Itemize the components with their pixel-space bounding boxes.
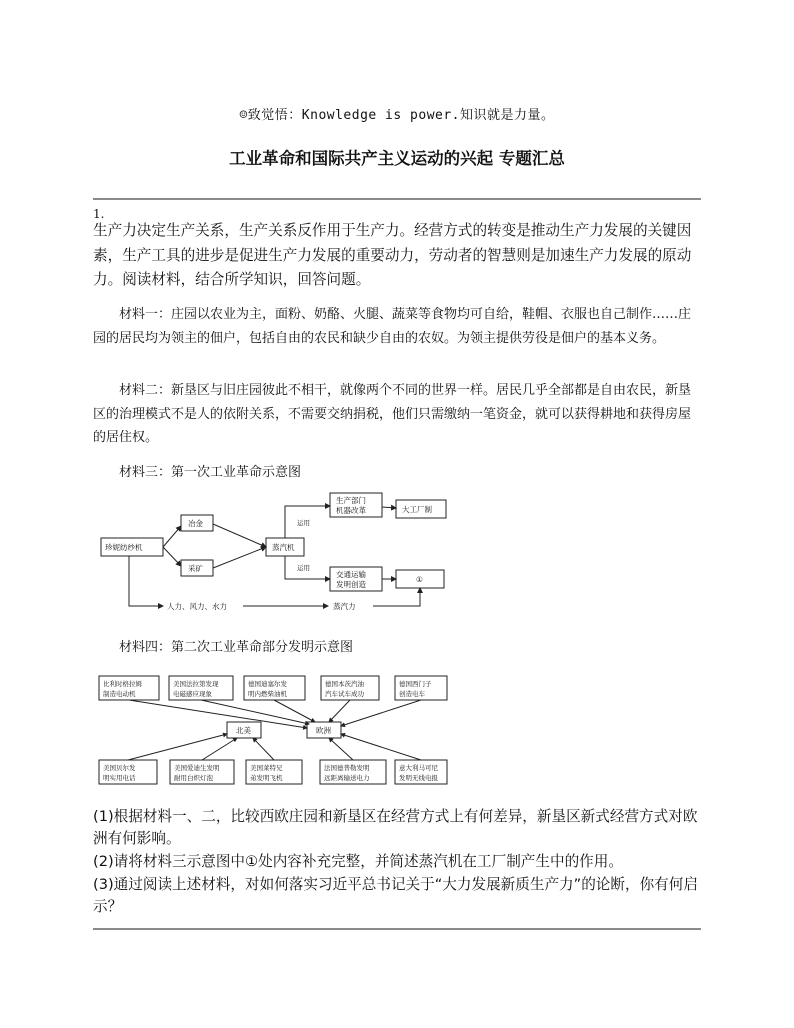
question-number: 1. bbox=[93, 207, 105, 221]
top-4-l2: 汽车试车成功 bbox=[325, 690, 364, 698]
bottom-3-l2: 弟发明飞机 bbox=[250, 774, 283, 782]
label-blank: ① bbox=[416, 575, 423, 584]
material-1: 材料一：庄园以农业为主，面粉、奶酪、火腿、蔬菜等食物均可自给，鞋帽、衣服也自己制作……庄园的居民均为领主的佃户，包括自由的农民和缺少自由的农奴。为领主提供劳役是佃户的基本义务。 bbox=[93, 307, 692, 346]
label-spinning: 珍妮纺纱机 bbox=[105, 543, 143, 552]
bottom-5-l2: 发明无线电报 bbox=[399, 774, 438, 782]
top-3-l2: 明内燃柴油机 bbox=[248, 690, 287, 698]
label-transport-1: 交通运输 bbox=[336, 570, 366, 579]
bottom-3-l1: 美国莱特兄 bbox=[250, 764, 283, 772]
label-production-1: 生产部门 bbox=[336, 496, 366, 505]
label-mining: 采矿 bbox=[188, 564, 203, 573]
label-factory: 大工厂制 bbox=[402, 505, 432, 514]
label-applied-bottom: 运用 bbox=[297, 564, 310, 572]
hub-north-america: 北美 bbox=[236, 726, 251, 735]
bottom-divider bbox=[93, 928, 701, 930]
page-title: 工业革命和国际共产主义运动的兴起 专题汇总 bbox=[229, 149, 565, 168]
top-5-l2: 创造电车 bbox=[399, 690, 425, 698]
top-1-l2: 制造电动机 bbox=[103, 690, 136, 698]
top-divider bbox=[93, 198, 701, 200]
hub-europe: 欧洲 bbox=[316, 726, 331, 735]
label-transport-2: 发明创造 bbox=[336, 580, 366, 589]
top-2-l2: 电磁感应现象 bbox=[173, 690, 212, 698]
bottom-1-l2: 明实用电话 bbox=[103, 774, 136, 782]
top-4-l1: 德国本茨汽油 bbox=[325, 680, 364, 688]
top-3-l1: 德国迪塞尔发 bbox=[248, 680, 287, 688]
sub-question-2: (2)请将材料三示意图中①处内容补充完整，并简述蒸汽机在工厂制产生中的作用。 bbox=[93, 853, 623, 870]
bottom-2-l2: 耐用白炽灯泡 bbox=[174, 774, 213, 782]
bottom-4-l2: 远距离输送电力 bbox=[324, 774, 370, 782]
top-5-l1: 德国西门子 bbox=[399, 680, 432, 688]
sub-question-3: (3)通过阅读上述材料，对如何落实习近平总书记关于“大力发展新质生产力”的论断，你有何启示？ bbox=[93, 876, 698, 915]
bottom-5-l1: 意大利马可尼 bbox=[399, 764, 438, 772]
label-power: 人力、风力、水力 bbox=[167, 602, 227, 611]
industrial-revolution-2-diagram bbox=[93, 670, 453, 792]
bottom-1-l1: 美国贝尔发 bbox=[103, 764, 136, 772]
motto-line: ☺致觉悟：Knowledge is power.知识就是力量。 bbox=[239, 108, 555, 123]
sub-question-1: (1)根据材料一、二，比较西欧庄园和新垦区在经营方式上有何差异，新垦区新式经营方式对欧洲有何影响。 bbox=[93, 808, 698, 847]
material-4-caption: 材料四：第二次工业革命部分发明示意图 bbox=[119, 640, 354, 655]
label-steam-power: 蒸汽力 bbox=[333, 602, 356, 611]
industrial-revolution-1-diagram bbox=[93, 486, 453, 616]
top-2-l1: 美国法拉第发现 bbox=[173, 680, 219, 688]
material-2: 材料二：新垦区与旧庄园彼此不相干，就像两个不同的世界一样。居民几乎全部都是自由农民，新垦区的治理模式不是人的依附关系，不需要交纳捐税，他们只需缴纳一笔资金，就可以获得耕地和获得房屋的居住权。 bbox=[93, 383, 692, 445]
label-steam: 蒸汽机 bbox=[272, 543, 295, 552]
bottom-2-l1: 美国爱迪生发明 bbox=[174, 764, 220, 772]
label-smelting: 冶金 bbox=[188, 519, 203, 528]
material-3-caption: 材料三：第一次工业革命示意图 bbox=[119, 465, 302, 480]
top-1-l1: 比利时格拉姆 bbox=[103, 680, 142, 688]
question-intro: 生产力决定生产关系，生产关系反作用于生产力。经营方式的转变是推动生产力发展的关键因素，生产工具的进步是促进生产力发展的重要动力，劳动者的智慧则是加速生产力发展的原动力。阅读材料，结合所学知识，回答问题。 bbox=[93, 222, 692, 288]
bottom-4-l1: 法国德普勒发明 bbox=[324, 764, 370, 772]
label-production-2: 机器改革 bbox=[336, 506, 366, 515]
label-applied-top: 运用 bbox=[297, 519, 310, 527]
